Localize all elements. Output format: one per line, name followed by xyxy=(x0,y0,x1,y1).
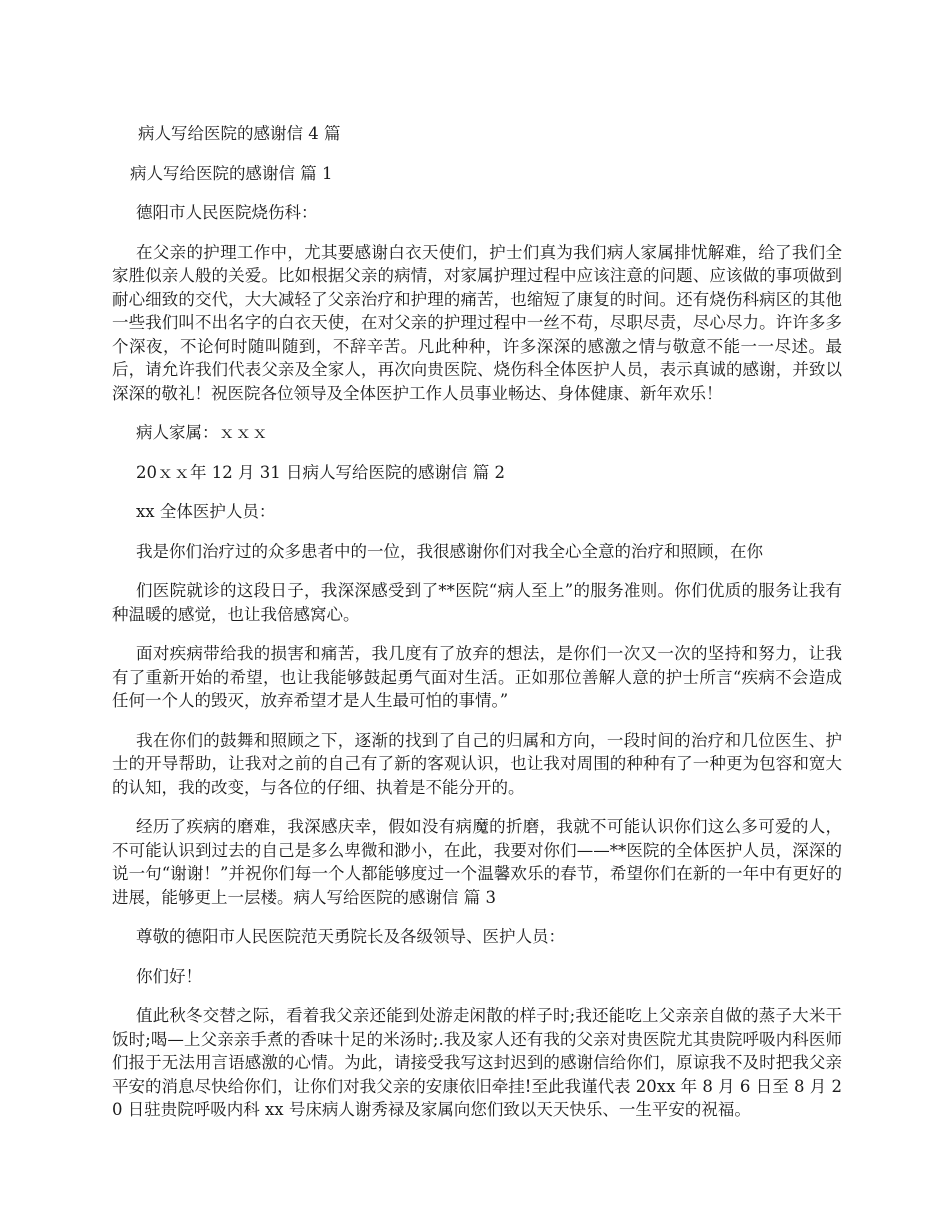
letter3-body: 值此秋冬交替之际，看着我父亲还能到处游走闲散的样子时;我还能吃上父亲亲自做的蒸子大米干饭时;喝—上父亲亲手煮的香味十足的米汤时;.我及家人还有我的父亲对贵医院尤其贵院呼吸内科医师们报于无法用言语感激的心情。为此，请接受我写这封迟到的感谢信给你们，原谅我不及时把我父亲平安的消息尽快给你们，让你们对我父亲的安康依旧牵挂!至此我谨代表 20xx 年 8 月 6 日至 8 月 20 日驻贵院呼吸内科 xx 号床病人谢秀禄及家属向您们致以天天快乐、一生平安的祝福。 xyxy=(112,1006,842,1119)
letter2-paragraph: 我是你们治疗过的众多患者中的一位，我很感谢你们对我全心全意的治疗和照顾，在你 xyxy=(136,541,763,561)
letter2-paragraph: 经历了疾病的磨难，我深感庆幸，假如没有病魔的折磨，我就不可能认识你们这么多可爱的人，不可能认识到过去的自己是多么卑微和渺小，在此，我要对你们——**医院的全体医护人员，深深的说一句“谢谢！”并祝你们每一个人都能够度过一个温馨欢乐的春节，希望你们在新的一年中有更好的进展，能够更上一层楼。病人写给医院的感谢信 篇 3 xyxy=(112,817,842,907)
letter2-paragraph: 我在你们的鼓舞和照顾之下，逐渐的找到了自己的归属和方向，一段时间的治疗和几位医生、护士的开导帮助，让我对之前的自己有了新的客观认识，也让我对周围的种种有了一种更为包容和宽大的认知，我的改变，与各位的仔细、执着是不能分开的。 xyxy=(112,730,842,797)
letter2-heading: 20ｘｘ年 12 月 31 日病人写给医院的感谢信 篇 2 xyxy=(136,462,505,482)
document-body xyxy=(112,122,842,1138)
letter1-signature: 病人家属：ｘｘｘ xyxy=(136,423,268,442)
letter2-paragraph: 面对疾病带给我的损害和痛苦，我几度有了放弃的想法，是你们一次又一次的坚持和努力，让我有了重新开始的希望，也让我能够鼓起勇气面对生活。正如那位善解人意的护士所言“疾病不会造成任何一个人的毁灭，放弃希望才是人生最可怕的事情。” xyxy=(112,644,842,710)
letter1-salutation: 德阳市人民医院烧伤科： xyxy=(136,203,318,222)
letter1-heading: 病人写给医院的感谢信 篇 1 xyxy=(130,163,333,183)
letter2-salutation: xx 全体医护人员： xyxy=(136,502,276,521)
letter3-greeting: 你们好！ xyxy=(136,966,202,986)
document-title: 病人写给医院的感谢信 4 篇 xyxy=(138,124,341,143)
letter1-body: 在父亲的护理工作中，尤其要感谢白衣天使们，护士们真为我们病人家属排忧解难，给了我们全家胜似亲人般的关爱。比如根据父亲的病情，对家属护理过程中应该注意的问题、应该做的事项做到耐心细致的交代，大大减轻了父亲治疗和护理的痛苦，也缩短了康复的时间。还有烧伤科病区的其他一些我们叫不出名字的白衣天使，在对父亲的护理过程中一丝不苟，尽职尽责，尽心尽力。许许多多个深夜，不论何时随叫随到，不辞辛苦。凡此种种，许多深深的感激之情与敬意不能一一尽述。最后，请允许我们代表父亲及全家人，再次向贵医院、烧伤科全体医护人员，表示真诚的感谢，并致以深深的敬礼！祝医院各位领导及全体医护工作人员事业畅达、身体健康、新年欢乐！ xyxy=(112,242,842,403)
letter2-paragraph: 们医院就诊的这段日子，我深深感受到了**医院“病人至上”的服务准则。你们优质的服务让我有种温暖的感觉，也让我倍感窝心。 xyxy=(112,581,842,624)
letter3-salutation: 尊敬的德阳市人民医院范天勇院长及各级领导、医护人员： xyxy=(136,927,565,946)
